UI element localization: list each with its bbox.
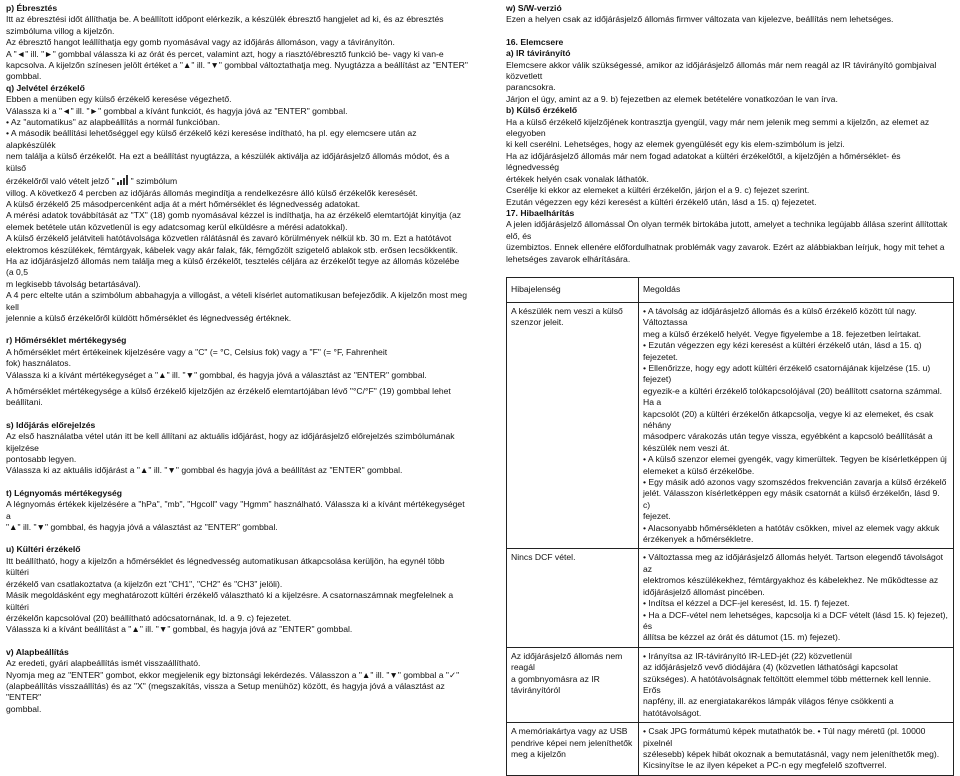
text-line: nem találja a külső érzékelőt. Ha ezt a beállítást nyugtázza, a készülék aktiválja az időjárásjelző állomás módot, és a külső: [6, 151, 450, 173]
cell-text-line: másodperc várakozás után tegye vissza, egyébként a kapcsoló beállítását a: [643, 431, 933, 442]
section-16b-heading: b) Külső érzékelő: [506, 105, 578, 116]
text-line: Válassza ki a kívánt mértékegységet a "▲" ill. "▼" gombbal, és hagyja jóvá a választást az "ENTER" gombbal.: [6, 369, 427, 380]
text-line: m legkisebb távolság betartásával).: [6, 278, 141, 289]
cell-text-line: állítsa be kézzel az órát és dátumot (15. m) fejezet).: [643, 632, 841, 643]
section-s-body: [6, 431, 468, 477]
section-16b-body: [506, 117, 952, 208]
column-header-solution: Megoldás: [639, 277, 954, 302]
cell-text-line: • Ellenőrizze, hogy egy adott kültéri érzékelő csatornájának kijelzése (15. u) fejezet): [643, 362, 931, 385]
text-line: Válassza ki a "◄" ill. "►" gombbal a kívánt funkciót, és hagyja jóvá az "ENTER" gombbal.: [6, 105, 348, 116]
text-line: érzékelő van csatlakoztatva (a kijelzőn ezt "CH1", "CH2" és "CH3" jelöli).: [6, 578, 283, 589]
cell-text-line: A memóriakártya vagy az USB: [511, 726, 628, 737]
section-w-heading: w) S/W-verzió: [506, 3, 562, 13]
section-q-heading: q) Jelvétel érzékelő: [6, 82, 85, 93]
text-line: jelennie a külső érzékelőről küldött hőmérséklet és légnedvesség értéknek.: [6, 312, 292, 323]
table-row: [507, 647, 954, 722]
cell-text-line: meg a külső érzékelő helyét. Vegye figyelembe a 18. fejezetben leírtakat.: [643, 328, 922, 339]
cell-text-line: elektromos készülékekhez, fémtárgyakhoz és kábelekhez. Ne működtesse az: [643, 575, 939, 586]
cell-text-line: A készülék nem veszi a külső: [511, 305, 623, 316]
text-line: fok) használatos.: [6, 358, 71, 369]
text-line: elektromos készülékek, fémtárgyak, kábelek vagy akár falak, fák, fémgőzölt szigetelő ablakok stb. erősen lecsökkentik.: [6, 244, 458, 255]
cell-solution: [639, 723, 954, 776]
text-line: Ebben a menüben egy külső érzékelő keresése végezhető.: [6, 94, 232, 105]
cell-solution: [639, 549, 954, 647]
cell-text-line: szenzor jeleit.: [511, 317, 564, 328]
text-line: elemek betétele után közvetlenül is egy adatcsomag kerül elküldésre a mérési adatokkal).: [6, 221, 348, 232]
column-header-problem: Hibajelenség: [507, 277, 639, 302]
text-line: lehetséges zavarok elhárítására.: [506, 253, 631, 264]
section-q-body: [6, 94, 468, 117]
text-line: Ezután végezzen egy kézi keresést a kültéri érzékelő után, lásd a 15. q) fejezetet.: [506, 196, 817, 207]
cell-problem: [507, 302, 639, 549]
cell-text-line: készülék nem veszi át.: [643, 442, 730, 453]
cell-text-line: Az időjárásjelző állomás nem reagál: [511, 650, 623, 673]
table-row: [507, 549, 954, 647]
text-line: Válassza ki az aktuális időjárást a "▲" ill. "▼" gombbal és hagyja jóvá a beállítást az "ENTER" gombbal.: [6, 465, 403, 476]
text-line: Ha az időjárásjelző állomás nem találja meg a külső érzékelőt, tesztelés céljára az érzékelőt tegye az állomás közelébe (a 0,5: [6, 255, 460, 278]
table-body: [507, 302, 954, 775]
text-line: Járjon el úgy, amint az a 9. b) fejezetben az elemek betételére vonatkozóan le van írva.: [506, 93, 838, 104]
text-line: Elemcsere akkor válik szükségessé, amikor az időjárásjelző állomás már nem reagál az IR távirányító gombjaival közvetlett: [506, 59, 937, 82]
text-line: Nyomja meg az "ENTER" gombot, ekkor megjelenik egy biztonsági lekérdezés. Válasszon a "▲" ill. "▼" gombbal a "✓": [6, 669, 460, 680]
text-line: Másik megoldásként egy meghatározott kültéri érzékelő választható ki a kijelzésre. A csatornaszámnak megfelelnek a kültéri: [6, 590, 454, 612]
section-q-bullets: [6, 117, 468, 174]
cell-text-line: • A távolság az időjárásjelző állomás és a külső érzékelő között túl nagy. Változtassa: [643, 305, 917, 328]
section-p-body: [6, 14, 468, 82]
cell-text-line: Kicsinyítse le az ilyen képeket a PC-n egy megfelelő szoftverrel.: [643, 760, 887, 771]
text-line: A jelen időjárásjelző állomással Ön olyan termék birtokába jutott, amelyet a technika legújabb állása szerint állítottak elő, és: [506, 219, 948, 241]
cell-text-line: • Csak JPG formátumú képek mutathatók be. • Túl nagy méretű (pl. 10000 pixelnél: [643, 726, 926, 748]
table-row: [507, 723, 954, 776]
troubleshooting-table: [506, 277, 954, 776]
text-line: beállítani.: [6, 397, 43, 408]
chapter-16-heading: 16. Elemcsere: [506, 36, 564, 47]
text-line: Ha az időjárásjelző állomás már nem fogad adatokat a kültéri érzékelőtől, a kijelzőjén a hőmérséklet- és légnedvesség: [506, 150, 901, 173]
section-16a-heading: a) IR távirányító: [506, 48, 571, 59]
cell-text-line: érzékenyek a hőmérsékletre.: [643, 534, 754, 545]
section-t-heading: t) Légnyomás mértékegység: [6, 487, 123, 498]
cell-text-line: pendrive képei nem jeleníthetők: [511, 737, 633, 748]
text-line: gombbal.: [6, 71, 42, 82]
text-line: Az ébresztő hangot leállíthatja egy gomb nyomásával vagy az időjárás állomáson, vagy a távirányítón.: [6, 37, 395, 48]
cell-text-line: • A külső szenzor elemei gyengék, vagy kimerültek. Tegyen be kísérletképpen új: [643, 454, 947, 465]
cell-text-line: kapcsolót (20) a kültéri érzékelőn átkapcsolja, vegye ki az elemeket, és csak néhány: [643, 408, 934, 430]
right-column: [506, 3, 952, 776]
table-row: [507, 302, 954, 549]
cell-text-line: elemeket a külső érzékelőbe.: [643, 465, 755, 476]
text-line: Ezen a helyen csak az időjárásjelző állomás firmver változata van kijelezve, beállítás nem lehetséges.: [506, 14, 894, 25]
cell-text-line: időjárásjelző állomást pincében.: [643, 586, 765, 597]
cell-text-line: • Ha a DCF-vétel nem lehetséges, kapcsolja ki a DCF vételt (lásd 15. k) fejezet), és: [643, 609, 948, 631]
section-w-body: [506, 14, 952, 25]
text-line: A "◄" ill. "►" gombbal válassza ki az órát és percet, valamint azt, hogy a riasztó/ébresztő funkció be- vagy ki van-e: [6, 48, 444, 59]
text-line: értékek helyén csak vonalak láthatók.: [506, 173, 649, 184]
text-line: A hőmérséklet mért értékeinek kijelzésére vagy a "C" (= °C, Celsius fok) vagy a "F" (= °F, Fahrenheit: [6, 346, 388, 357]
text-line: A hőmérséklet mértékegysége a külső érzékelő kijelzőjén az érzékelő elemtartójában lévő "°C/°F" (19) gombbal lehet: [6, 386, 451, 396]
cell-text-line: • Ezután végezzen egy kézi keresést a kültéri érzékelő után, lásd a 15. q) fejezetet.: [643, 340, 922, 362]
section-r-body: [6, 347, 468, 381]
cell-text-line: • Alacsonyabb hőmérsékleten a hatótáv csökken, mivel az elemek vagy akkuk: [643, 522, 940, 533]
chapter-17-heading: 17. Hibaelhárítás: [506, 207, 575, 218]
cell-text-line: • Indítsa el kézzel a DCF-jel keresést, ld. 15. f) fejezet.: [643, 598, 850, 609]
text-line: "▲" ill. "▼" gombbal, és hagyja jóvá a választást az "ENTER" gombbal.: [6, 522, 278, 533]
text-line: A mérési adatok továbbítását az "TX" (18) gomb nyomásával kézzel is indíthatja, ha az érzékelő elemtartóját kinyitja (az: [6, 210, 462, 221]
chapter-17-body: [506, 219, 952, 265]
text-line: szimbóluma villog a kijelzőn.: [6, 25, 115, 36]
table-header-row: [507, 277, 954, 302]
text-line: • Az "automatikus" az alapbeállítás a normál funkcióban.: [6, 117, 468, 128]
cell-text-line: az időjárásjelző vevő diódájára (4) (közvetlen láthatósági kapcsolat: [643, 662, 898, 673]
text-line: parancsokra.: [506, 82, 556, 93]
cell-text-line: szélesebb) képek hibát okoznak a bemutatásnál, vagy nem jeleníthetők meg).: [643, 748, 940, 759]
section-q-symbol-line: érzékelőről való vételt jelző " " szimbólum: [6, 176, 178, 187]
cell-text-line: • Egy másik adó azonos vagy szomszédos frekvencián zavarja a külső érzékelő: [643, 477, 947, 488]
section-v-body: [6, 658, 468, 715]
text-line: • A második beállítási lehetőséggel egy külső érzékelő kézi keresése indítható, ha pl. egy elemcsere után az alapkészülék: [6, 128, 468, 151]
text-line: Az eredeti, gyári alapbeállítás ismét visszaállítható.: [6, 658, 201, 669]
cell-text-line: • Irányítsa az IR-távirányító IR-LED-jét (22) közvetlenül: [643, 650, 852, 661]
cell-text-line: meg a kijelzőn: [511, 748, 566, 759]
cell-text-line: egyezik-e a kültéri érzékelő tolókapcsolójával (20) beállított csatorna számmal. Ha a: [643, 385, 943, 408]
text-line: villog. A következő 4 percben az időjárás állomás megindítja a rendelkezésre álló külső érzékelők keresését.: [6, 187, 418, 198]
text-line: A külső érzékelő jelátviteli hatótávolsága közvetlen rálátásnál és zavaró körülmények nélkül kb. 30 m. Ezt a hatótávot: [6, 233, 452, 244]
section-t-body: [6, 499, 468, 533]
cell-text-line: Nincs DCF vétel.: [511, 552, 576, 563]
cell-problem: [507, 723, 639, 776]
antenna-signal-icon: [116, 174, 130, 186]
cell-text-line: • Változtassa meg az időjárásjelző állomás helyét. Tartson elegendő távolságot az: [643, 552, 943, 574]
cell-text-line: jelét. Válasszon kísérletképpen egy másik csatornát a külső érzékelőn, lásd 9. c): [643, 488, 940, 510]
text-line: érzékelőn kapcsolóval (20) beállítható adócsatornának, ld. a 9. c) fejezetet.: [6, 612, 292, 623]
text-line: Ha a külső érzékelő kijelzőjének kontrasztja gyengül, vagy már nem jelenik meg semmi a kijelzőn, az elemet az elegyoben: [506, 116, 930, 139]
section-16a-body: [506, 60, 952, 106]
section-u-heading: u) Kültéri érzékelő: [6, 544, 81, 555]
cell-text-line: távirányítóról: [511, 684, 561, 695]
text-line: Válassza ki a kívánt beállítást a "▲" ill. "▼" gombbal, és hagyja jóvá az "ENTER" gombbal.: [6, 624, 353, 635]
section-p-heading: p) Ébresztés: [6, 3, 58, 13]
cell-text-line: a gombnyomásra az IR: [511, 673, 600, 684]
text-line: kapcsolva. A kijelzőn színesen jelölt értéket a "▲" ill. "▼" gombbal változtathatja meg. Nyugtázza a beállítást az "ENTER": [6, 60, 468, 71]
text-line: A légnyomás értékek kijelzésére a "hPa", "mb", "Hgcoll" vagy "Hgmm" használható. Válassza ki a kívánt mértékegységet a: [6, 499, 465, 521]
text-line: ki kell cserélni. Lehetséges, hogy az elemek gyengülését egy kis elem-szimbólum is jelzi.: [506, 139, 845, 150]
text-line: A 4 perc eltelte után a szimbólum abbahagyja a villogást, a vételi kísérlet automatikusan befejeződik. A kijelzőn most meg kell: [6, 290, 467, 312]
section-r-body2: [6, 386, 468, 409]
cell-text-line: fejezet.: [643, 511, 671, 522]
cell-problem: [507, 647, 639, 722]
left-column: [6, 3, 468, 715]
text-line: gombbal.: [6, 703, 42, 714]
section-q-more: [6, 188, 468, 325]
text-line: Itt az ébresztési időt állíthatja be. A beállított időpont elérkezik, a készülék ébresztő hangjelet ad ki, és az ébresztés: [6, 14, 444, 25]
section-r-heading: r) Hőmérséklet mértékegység: [6, 335, 127, 346]
section-v-heading: v) Alapbeállítás: [6, 646, 69, 657]
section-u-body: [6, 556, 468, 636]
text-line: Cserélje ki ekkor az elemeket a kültéri érzékelőn, járjon el a 9. c) fejezet szerint.: [506, 185, 810, 196]
cell-solution: [639, 647, 954, 722]
text-line: pontosabb legyen.: [6, 454, 77, 465]
cell-problem: [507, 549, 639, 647]
text-line: Az első használatba vétel után itt be kell állítani az aktuális időjárást, hogy az időjárásjelző előrejelzés szimbólumának kijelzése: [6, 431, 455, 453]
text-line: A külső érzékelő 25 másodpercenként adja át a mért hőmérséklet és légnedvesség adatokat.: [6, 198, 360, 209]
cell-text-line: napfény, ill. az energiatakarékos lámpák világos fénye csökkenti a hatótávolságot.: [643, 696, 894, 718]
cell-solution: [639, 302, 954, 549]
text-line: üzembiztos. Ennek ellenére előfordulhatnak problémák vagy zavarok. Ezért az alábbiakban leírjuk, hogy mit tehet a: [506, 242, 945, 253]
section-s-heading: s) Időjárás előrejelzés: [6, 419, 96, 430]
cell-text-line: szükséges). A hatótávolságnak feltöltött elemmel több métternek kell lennie. Erős: [643, 673, 932, 695]
text-line: Itt beállítható, hogy a kijelzőn a hőmérséklet és légnedvesség automatikusan átkapcsolása kerüljön, ha egynél több kültéri: [6, 555, 445, 578]
text-line: (alapbeállítás visszaállítás) és az "X" (megszakítás, vissza a Setup menühöz) között, és hagyja jóvá a választást az "ENTER": [6, 680, 445, 703]
